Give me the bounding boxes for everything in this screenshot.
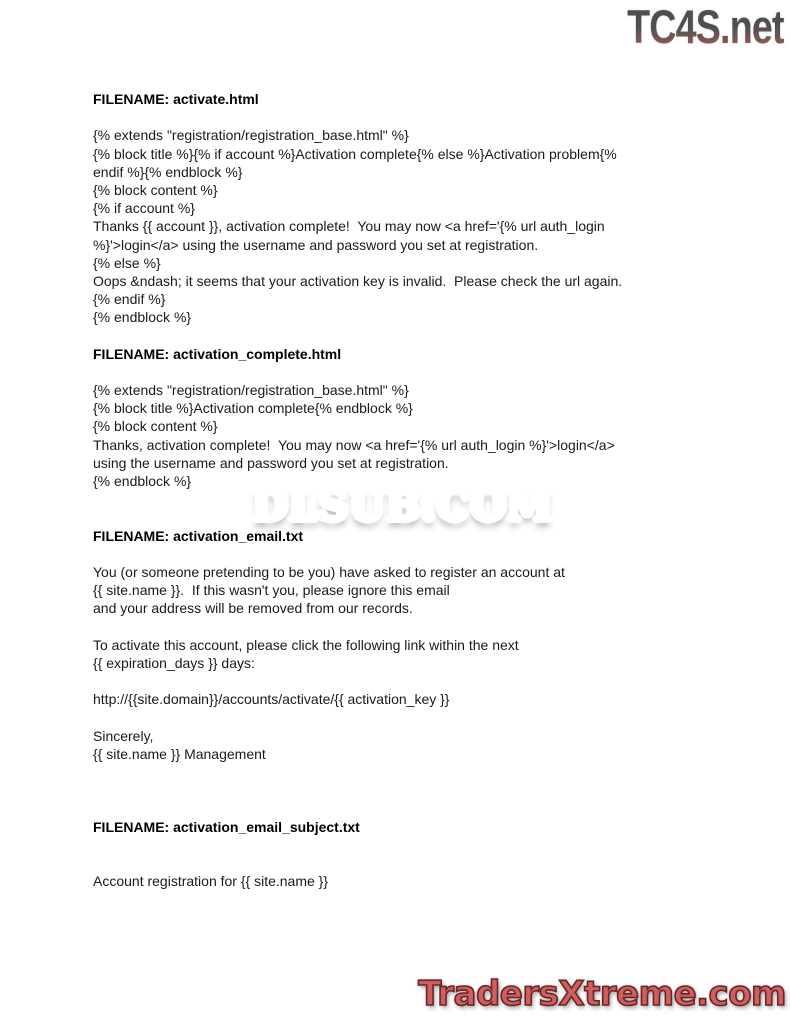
text-line: {% extends "registration/registration_base.html" %}: [93, 382, 409, 398]
text-line: Account registration for {{ site.name }}: [93, 873, 329, 890]
text-line: [93, 781, 773, 799]
text-line: [93, 108, 773, 126]
text-line: and your address will be removed from our records.: [93, 600, 413, 617]
text-line: Oops &ndash; it seems that your activation key is invalid. Please check the url again.: [93, 272, 623, 289]
text-line: [93, 363, 773, 381]
text-line: {% endblock %}: [93, 309, 192, 326]
text-line: {% else %}: [93, 254, 161, 271]
text-line: {% block title %}{% if account %}Activation complete{% else %}Activation problem{%: [93, 145, 617, 162]
text-line: [93, 617, 773, 635]
filename-heading: FILENAME: activation_email_subject.txt: [93, 818, 360, 835]
text-line: {% extends "registration/registration_base.html" %}: [93, 127, 409, 144]
text-line: [93, 490, 773, 508]
tc4s-watermark: TC4S.net: [627, 0, 784, 53]
filename-heading: FILENAME: activate.html: [93, 91, 259, 107]
text-line: %}'>login</a> using the username and password you set at registration.: [93, 236, 539, 253]
filename-heading: FILENAME: activation_email.txt: [93, 527, 304, 544]
document-body: [93, 90, 773, 890]
text-line: {% block content %}: [93, 181, 218, 198]
text-line: {% endblock %}: [93, 472, 192, 489]
text-line: Sincerely,: [93, 727, 154, 744]
text-line: {% block title %}Activation complete{% endblock %}: [93, 400, 413, 417]
text-line: using the username and password you set at registration.: [93, 454, 449, 471]
text-line: Thanks {{ account }}, activation complete! You may now <a href='{% url auth_login: [93, 218, 605, 235]
text-line: You (or someone pretending to be you) have asked to register an account at: [93, 563, 565, 580]
text-line: {% block content %}: [93, 418, 218, 435]
text-line: {% if account %}: [93, 200, 195, 217]
text-line: [93, 545, 773, 563]
text-line: [93, 672, 773, 690]
text-line: To activate this account, please click the following link within the next: [93, 636, 519, 653]
text-line: [93, 836, 773, 854]
filename-heading: FILENAME: activation_complete.html: [93, 345, 342, 362]
text-line: {% endif %}: [93, 291, 166, 308]
text-line: [93, 708, 773, 726]
text-line: {{ site.name }}. If this wasn't you, please ignore this email: [93, 582, 450, 599]
text-line: {{ site.name }} Management: [93, 745, 266, 762]
text-line: {{ expiration_days }} days:: [93, 654, 255, 671]
tradersxtreme-watermark: TradersXtreme.com: [418, 974, 786, 1014]
text-line: http://{{site.domain}}/accounts/activate/{{ activation_key }}: [93, 691, 450, 708]
text-line: [93, 763, 773, 781]
text-line: [93, 508, 773, 526]
text-line: [93, 854, 773, 872]
text-line: [93, 799, 773, 817]
text-line: Thanks, activation complete! You may now <a href='{% url auth_login %}'>login</a>: [93, 436, 615, 453]
text-line: [93, 326, 773, 344]
text-line: endif %}{% endblock %}: [93, 163, 243, 180]
dlsub-watermark: DLSUB.COM: [252, 482, 554, 530]
